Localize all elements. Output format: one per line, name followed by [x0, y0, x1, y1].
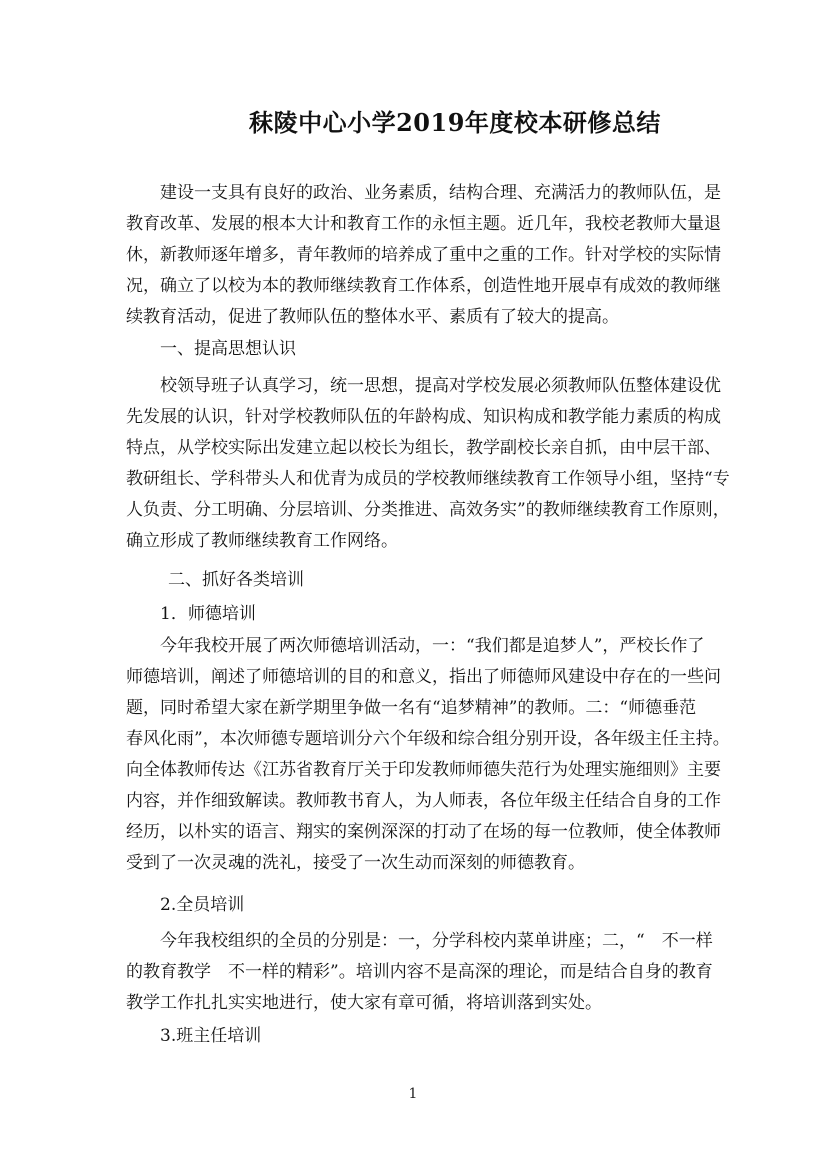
subsection-heading: 1．师德培训 [160, 604, 256, 624]
paragraph-line: 春风化雨”，本次师德专题培训分六个年级和综合组分别开设，各年级主任主持。 [126, 729, 730, 749]
paragraph-line: 续教育活动，促进了教师队伍的整体水平、素质有了较大的提高。 [126, 307, 619, 327]
paragraph-line: 建设一支具有良好的政治、业务素质，结构合理、充满活力的教师队伍，是 [160, 183, 721, 203]
paragraph-line: 向全体教师传达《江苏省教育厅关于印发教师师德失范行为处理实施细则》主要 [126, 760, 721, 780]
paragraph-line: 校领导班子认真学习，统一思想，提高对学校发展必须教师队伍整体建设优 [160, 376, 721, 396]
paragraph-line: 况，确立了以校为本的教师继续教育工作体系，创造性地开展卓有成效的教师继 [126, 276, 721, 296]
paragraph-line: 先发展的认识，针对学校教师队伍的年龄构成、知识构成和教学能力素质的构成 [126, 407, 721, 427]
paragraph-line: 教育改革、发展的根本大计和教育工作的永恒主题。近几年，我校老教师大量退 [126, 214, 721, 234]
paragraph-line: 今年我校开展了两次师德培训活动，一：“我们都是追梦人”，严校长作了 [160, 636, 705, 656]
subsection-heading: 3.班主任培训 [160, 1026, 262, 1046]
paragraph-line: 题，同时希望大家在新学期里争做一名有“追梦精神”的教师。二：“师德垂范 [126, 698, 697, 718]
paragraph-line: 确立形成了教师继续教育工作网络。 [126, 531, 398, 551]
paragraph-line: 受到了一次灵魂的洗礼，接受了一次生动而深刻的师德教育。 [126, 853, 585, 873]
page-number: 1 [408, 1086, 418, 1102]
paragraph-line: 人负责、分工明确、分层培训、分类推进、高效务实”的教师继续教育工作原则， [126, 500, 730, 520]
paragraph-line: 今年我校组织的全员的分别是：一，分学科校内菜单讲座；二，“ 不一样 [160, 931, 713, 951]
paragraph-line: 经历，以朴实的语言、翔实的案例深深的打动了在场的每一位教师，使全体教师 [126, 822, 721, 842]
paragraph-line: 教学工作扎扎实实地进行，使大家有章可循，将培训落到实处。 [126, 993, 602, 1013]
document-title: 秣陵中心小学2019年度校本研修总结 [249, 108, 661, 137]
paragraph-line: 特点，从学校实际出发建立起以校长为组长，教学副校长亲自抓，由中层干部、 [126, 438, 721, 458]
paragraph-line: 教研组长、学科带头人和优青为成员的学校教师继续教育工作领导小组，坚持“专 [126, 469, 730, 489]
paragraph-line: 的教育教学 不一样的精彩”。培训内容不是高深的理论，而是结合自身的教育 [126, 962, 713, 982]
paragraph-line: 师德培训，阐述了师德培训的目的和意义，指出了师德师风建设中存在的一些问 [126, 667, 721, 687]
paragraph-line: 休，新教师逐年增多，青年教师的培养成了重中之重的工作。针对学校的实际情 [126, 245, 721, 265]
section-heading: 一、提高思想认识 [160, 339, 296, 359]
section-heading: 二、抓好各类培训 [168, 570, 304, 590]
subsection-heading: 2.全员培训 [160, 895, 245, 915]
paragraph-line: 内容，并作细致解读。教师教书育人，为人师表，各位年级主任结合自身的工作 [126, 791, 721, 811]
